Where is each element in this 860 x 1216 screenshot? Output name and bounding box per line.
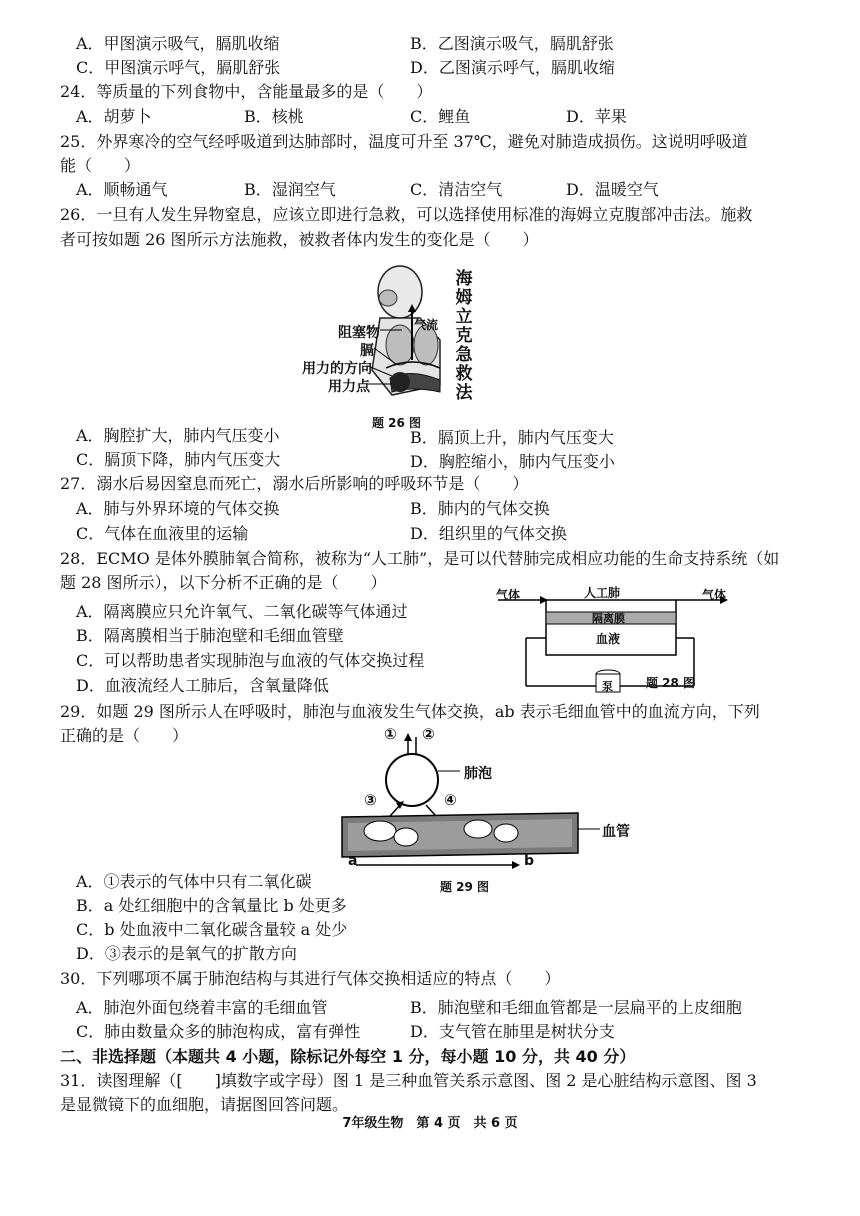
q27-option-a: A．肺与外界环境的气体交换 bbox=[76, 499, 280, 518]
label-b: b bbox=[524, 853, 535, 869]
label-force-point: 用力点 bbox=[328, 379, 370, 395]
label-n1: ① bbox=[384, 725, 397, 743]
q29-option-b: B．a 处红细胞中的含氧量比 b 处更多 bbox=[76, 896, 347, 915]
q26-stem-line1: 26．一旦有人发生异物窒息，应该立即进行急救，可以选择使用标准的海姆立克腹部冲击法。施救 bbox=[60, 205, 753, 224]
label-n3: ③ bbox=[364, 791, 377, 809]
label-n2: ② bbox=[422, 725, 435, 743]
q27-option-c: C．气体在血液里的运输 bbox=[76, 524, 249, 543]
label-vessel: 血管 bbox=[602, 824, 630, 840]
label-obstruction: 阻塞物 bbox=[338, 325, 380, 341]
q25-stem-line1: 25．外界寒冷的空气经呼吸道到达肺部时，温度可升至 37℃，避免对肺造成损伤。这说明呼吸道 bbox=[60, 132, 748, 151]
label-force-direction: 用力的方向 bbox=[302, 361, 372, 377]
q29-stem-line1: 29．如题 29 图所示人在呼吸时，肺泡与血液发生气体交换，ab 表示毛细血管中的血流方向，下列 bbox=[60, 702, 760, 721]
q31-stem-line1: 31．读图理解（[ ]填数字或字母）图 1 是三种血管关系示意图、图 2 是心脏结构示意图、图 3 bbox=[60, 1071, 757, 1090]
q26-option-a: A．胸腔扩大，肺内气压变小 bbox=[76, 426, 280, 445]
q29-option-a: A．①表示的气体中只有二氧化碳 bbox=[76, 872, 312, 891]
q31-stem-line2: 是显微镜下的血细胞，请据图回答问题。 bbox=[60, 1095, 349, 1114]
q23-option-a: A．甲图演示吸气，膈肌收缩 bbox=[76, 34, 280, 53]
label-gas-in: 气体 bbox=[496, 588, 521, 602]
label-membrane: 隔离膜 bbox=[592, 612, 625, 625]
q25-option-b: B．湿润空气 bbox=[244, 180, 336, 199]
q29-option-c: C．b 处血液中二氧化碳含量较 a 处少 bbox=[76, 920, 348, 939]
q30-option-a: A．肺泡外面包绕着丰富的毛细血管 bbox=[76, 998, 328, 1017]
section-2-heading: 二、非选择题（本题共 4 小题，除标记外每空 1 分，每小题 10 分，共 40 分） bbox=[60, 1047, 636, 1066]
label-artificial-lung: 人工肺 bbox=[584, 586, 621, 600]
label-n4: ④ bbox=[444, 791, 457, 809]
q27-option-d: D．组织里的气体交换 bbox=[410, 524, 567, 543]
ecmo-figure bbox=[496, 586, 746, 700]
figure-26-caption: 题 26 图 bbox=[372, 416, 422, 430]
label-gas-out: 气体 bbox=[702, 588, 727, 602]
q26-option-d: D．胸腔缩小，肺内气压变小 bbox=[410, 452, 615, 471]
q25-option-d: D．温暖空气 bbox=[566, 180, 659, 199]
q23-option-d: D．乙图演示呼气，膈肌收缩 bbox=[410, 58, 615, 77]
q29-option-d: D．③表示的是氧气的扩散方向 bbox=[76, 944, 297, 963]
alveolus-diagram bbox=[340, 725, 640, 870]
q28-option-b: B．隔离膜相当于肺泡壁和毛细血管壁 bbox=[76, 626, 344, 645]
q23-option-c: C．甲图演示呼气，膈肌舒张 bbox=[76, 58, 281, 77]
q26-option-c: C．膈顶下降，肺内气压变大 bbox=[76, 450, 281, 469]
q25-option-c: C．清洁空气 bbox=[410, 180, 503, 199]
q28-option-d: D．血液流经人工肺后，含氧量降低 bbox=[76, 676, 329, 695]
label-a: a bbox=[348, 853, 358, 869]
q24-option-c: C．鲤鱼 bbox=[410, 107, 471, 126]
label-alveolus: 肺泡 bbox=[464, 766, 492, 782]
page-footer: 7年级生物 第 4 页 共 6 页 bbox=[342, 1116, 518, 1131]
q28-option-a: A．隔离膜应只允许氧气、二氧化碳等气体通过 bbox=[76, 602, 408, 621]
figure-28-caption: 题 28 图 bbox=[646, 676, 696, 690]
q28-stem-line2: 题 28 图所示），以下分析不正确的是（ ） bbox=[60, 573, 387, 592]
q26-option-b: B．膈顶上升，肺内气压变大 bbox=[410, 428, 614, 447]
q24-option-b: B．核桃 bbox=[244, 107, 304, 126]
q25-option-a: A．顺畅通气 bbox=[76, 180, 168, 199]
q30-option-d: D．支气管在肺里是树状分支 bbox=[410, 1022, 615, 1041]
q30-stem: 30．下列哪项不属于肺泡结构与其进行气体交换相适应的特点（ ） bbox=[60, 969, 561, 988]
heimlich-vertical-title: 海 姆 立 克 急 救 法 bbox=[455, 269, 473, 403]
label-blood: 血液 bbox=[596, 632, 621, 646]
q27-stem: 27．溺水后易因窒息而死亡，溺水后所影响的呼吸环节是（ ） bbox=[60, 474, 529, 493]
alveolus-figure bbox=[340, 725, 640, 870]
ecmo-diagram bbox=[496, 590, 746, 700]
label-airflow: 气流 bbox=[414, 318, 439, 332]
q30-option-b: B．肺泡壁和毛细血管都是一层扁平的上皮细胞 bbox=[410, 998, 742, 1017]
q29-stem-line2: 正确的是（ ） bbox=[60, 726, 189, 745]
q28-option-c: C．可以帮助患者实现肺泡与血液的气体交换过程 bbox=[76, 651, 425, 670]
q30-option-c: C．肺由数量众多的肺泡构成，富有弹性 bbox=[76, 1022, 361, 1041]
q23-option-b: B．乙图演示吸气，膈肌舒张 bbox=[410, 34, 614, 53]
q24-stem: 24．等质量的下列食物中，含能量最多的是（ ） bbox=[60, 82, 433, 101]
q27-option-b: B．肺内的气体交换 bbox=[410, 499, 550, 518]
q26-stem-line2: 者可按如题 26 图所示方法施救，被救者体内发生的变化是（ ） bbox=[60, 230, 539, 249]
q24-option-a: A．胡萝卜 bbox=[76, 107, 152, 126]
q24-option-d: D．苹果 bbox=[566, 107, 627, 126]
label-diaphragm: 膈 bbox=[360, 343, 374, 359]
label-pump: 泵 bbox=[602, 680, 613, 693]
q25-stem-line2: 能（ ） bbox=[60, 156, 141, 175]
q28-stem-line1: 28．ECMO 是体外膜肺氧合简称，被称为“人工肺”，是可以代替肺完成相应功能的生命支持系统（如 bbox=[60, 549, 780, 568]
figure-29-caption: 题 29 图 bbox=[440, 880, 490, 894]
